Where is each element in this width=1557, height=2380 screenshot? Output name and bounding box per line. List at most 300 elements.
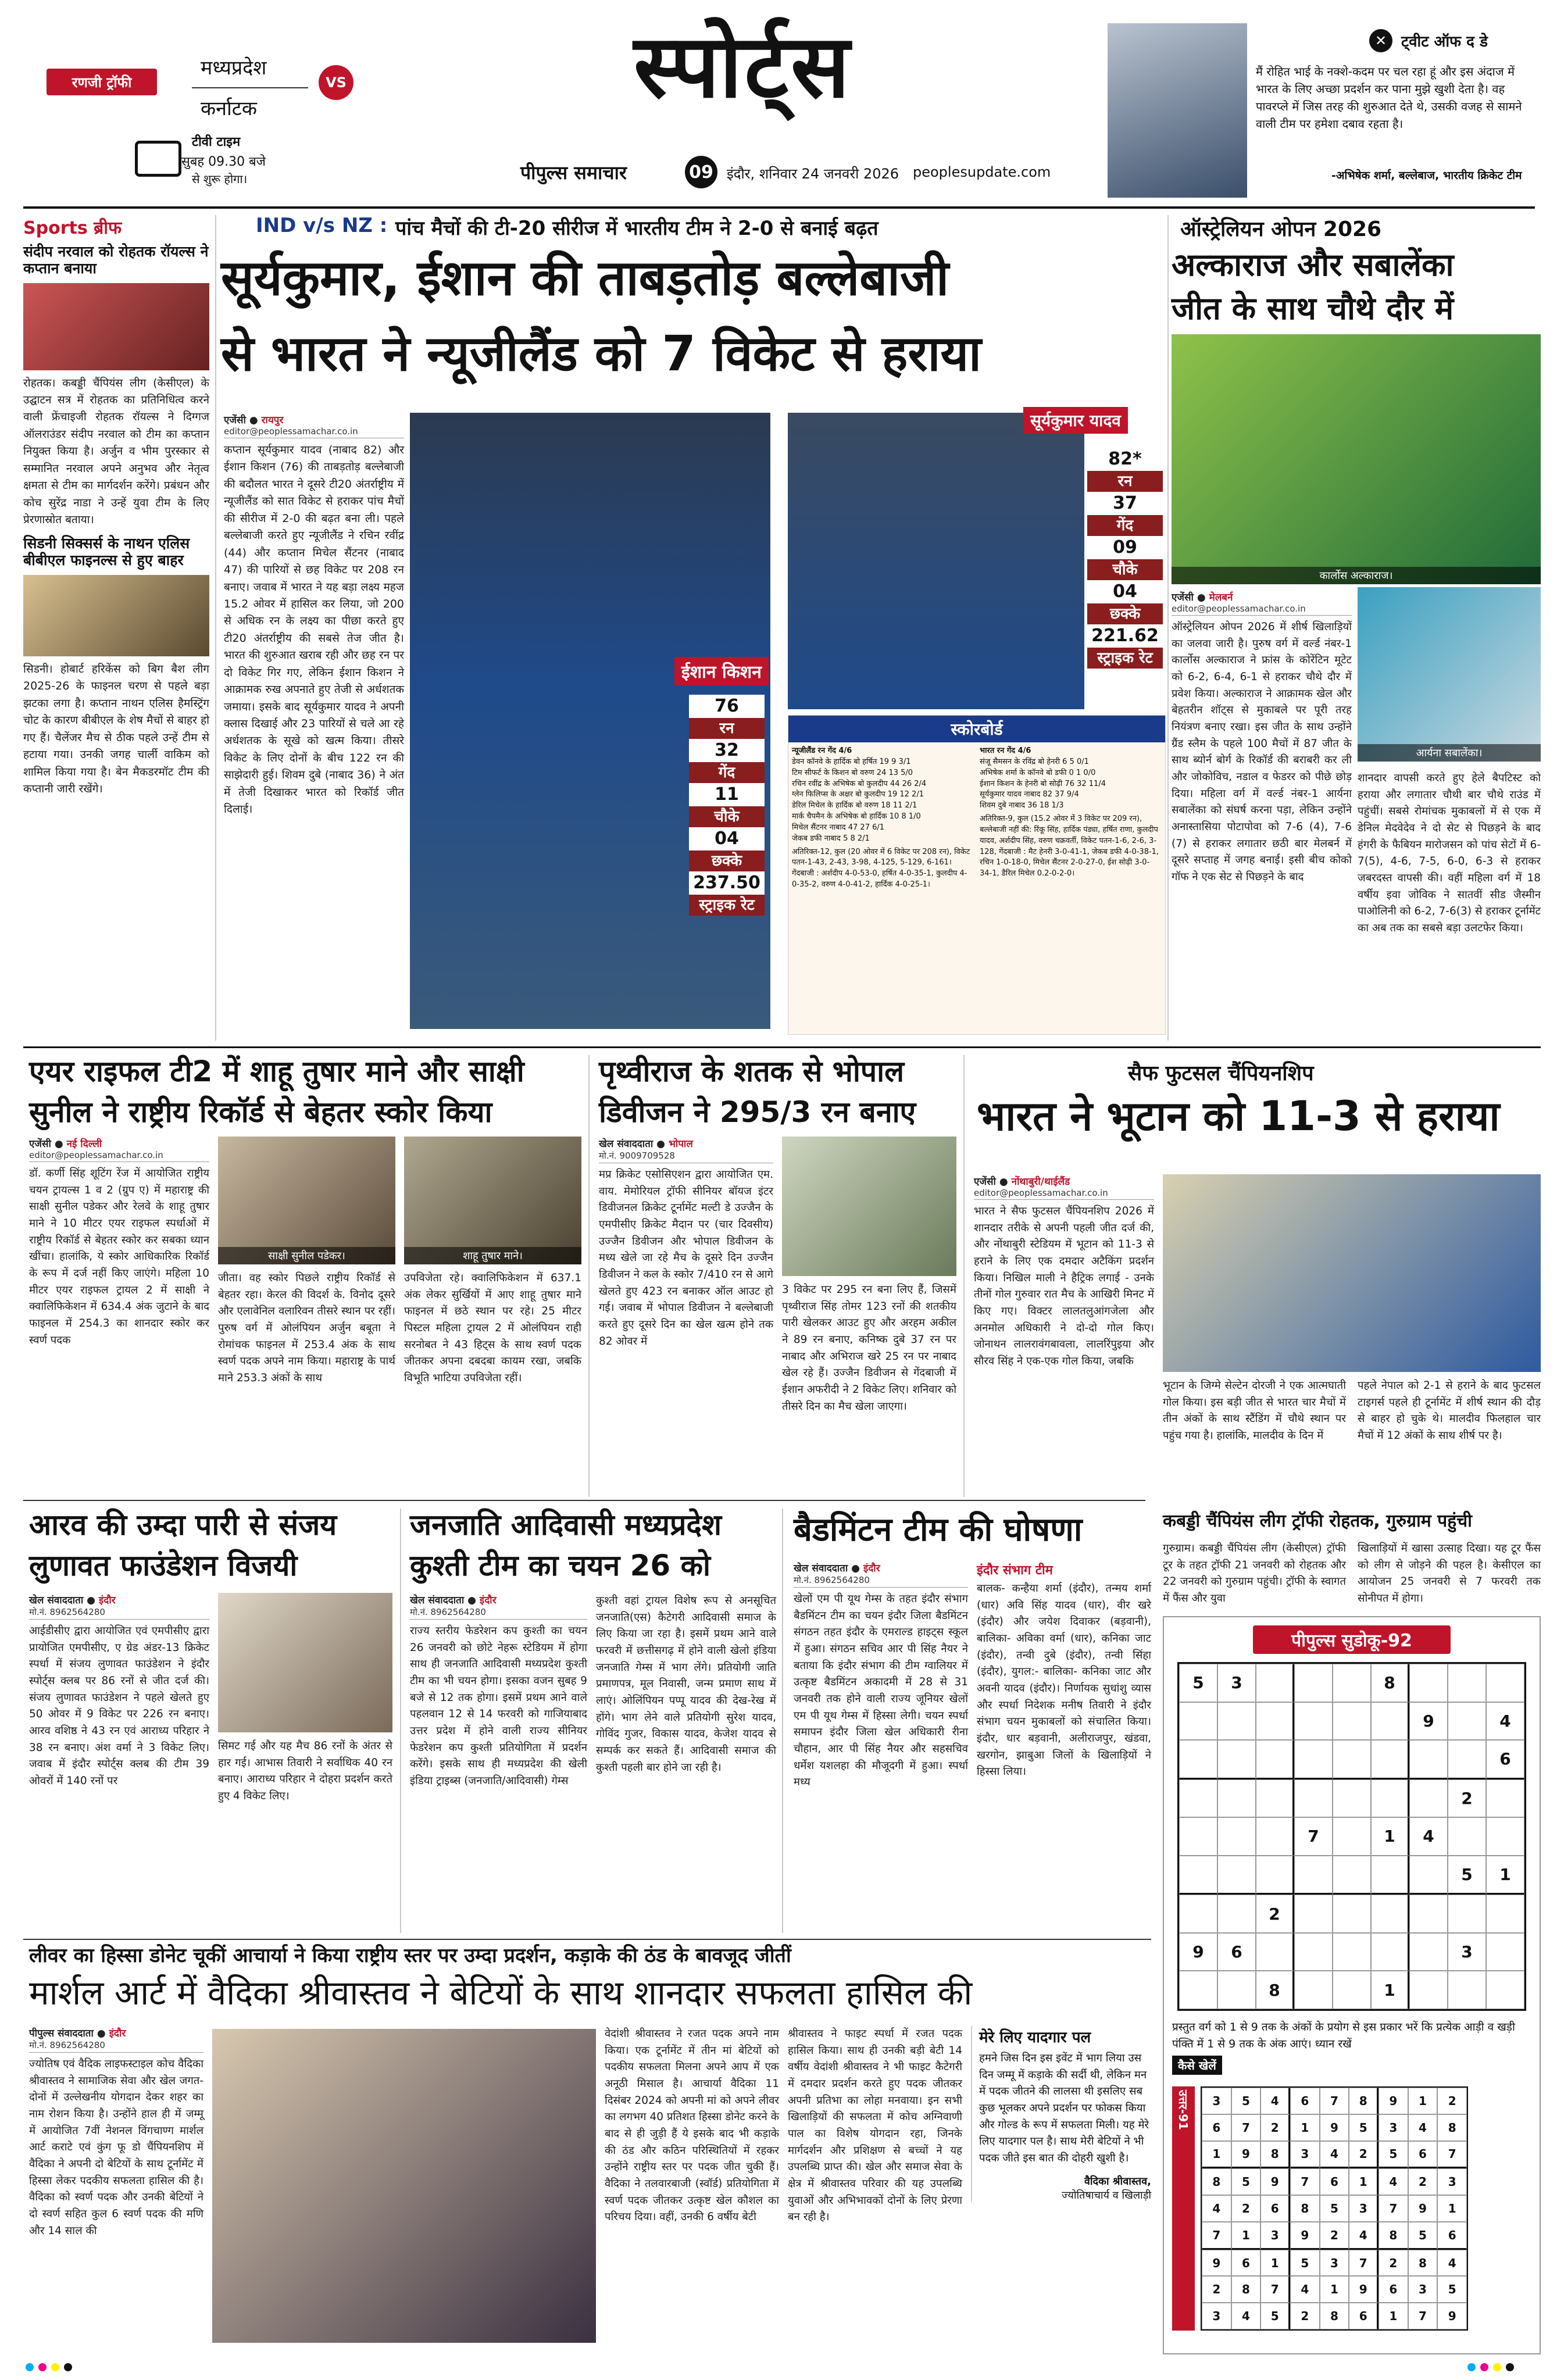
- sudoku-cell: 8: [1202, 2168, 1231, 2195]
- tv-icon: [135, 141, 181, 177]
- sudoku-cell[interactable]: [1409, 1779, 1448, 1818]
- sakshi-caption: साक्षी सुनील पडेकर।: [218, 1247, 395, 1264]
- section-rule-2: [23, 1500, 1145, 1501]
- paper-name: पीपुल्स समाचार: [520, 162, 627, 184]
- sudoku-cell[interactable]: 8: [1256, 1971, 1294, 2009]
- sudoku-cell[interactable]: [1409, 1971, 1448, 2009]
- sudoku-cell[interactable]: [1179, 1779, 1217, 1818]
- col-divider-5: [400, 1509, 401, 1933]
- lead-headline-1: सूर्यकुमार, ईशान की ताबड़तोड़ बल्लेबाजी: [221, 249, 949, 306]
- badminton-team-head: इंदौर संभाग टीम: [977, 1563, 1053, 1578]
- sudoku-cell[interactable]: [1256, 1664, 1294, 1702]
- martial-col-1: [29, 2026, 203, 2239]
- kabaddi-text-2: खिलाड़ियों में खासा उत्साह दिखा। यह टूर फैंस को लीग से जोड़ने की पहल है। केसीएल का आयोजन 25 जनवरी से 7 फरवरी तक सोनीपत में होगा।: [1358, 1542, 1541, 1605]
- sudoku-cell: 1: [1408, 2088, 1438, 2114]
- sudoku-cell: 7: [1379, 2195, 1408, 2222]
- prithviraj-photo: [782, 1137, 956, 1276]
- sudoku-cell[interactable]: [1333, 1817, 1371, 1856]
- sudoku-cell: 6: [1202, 2114, 1231, 2141]
- alcaraz-photo: [1172, 334, 1541, 584]
- janjati-headline-1: जनजाति आदिवासी मध्यप्रदेश: [410, 1508, 722, 1542]
- badminton-text-1: खेलों एम पी यूथ गेम्स के तहत इंदौर संभाग बैडमिंटन टीम का चयन इंदौर जिला बैडमिंटन संगठन तहत इंदौर के एमराल्ड हाइट्स स्कूल में हुआ। संगठन सचिव आर पी सिंह नैयर ने बताया कि इंदौर संभाग की टीम ग्वालियर में उत्कृष्ट बैडमिंटन अकादमी में 28 से 31 जनवरी तक होने वाली राज्य जूनियर खेलों एम पी यूथ गेम्स में हिस्सा लेगी। चयन स्पर्धा समापन इंदौर जिला खेल अधिकारी रीना चौहान, आर पी सिंह नैयर और सहसचिव धर्मेश यशलहा की मौजूदगी में हुआ। स्पर्धा मध्य: [794, 1593, 968, 1789]
- sudoku-cell: 9: [1320, 2114, 1349, 2141]
- sudoku-cell[interactable]: [1409, 1740, 1448, 1779]
- sudoku-cell: 9: [1408, 2195, 1438, 2222]
- martial-headline-1: लीवर का हिस्सा डोनेट चूकीं आचार्या ने किया राष्ट्रीय स्तर पर उम्दा प्रदर्शन, कड़ाके की ठंड के बावजूद जीतीं: [29, 1944, 791, 1967]
- sudoku-cell: 9: [1202, 2250, 1231, 2277]
- badminton-col-1: [794, 1561, 968, 1791]
- aus-email: editor@peoplessamachar.co.in: [1172, 603, 1352, 616]
- sudoku-cell: 8: [1379, 2222, 1408, 2250]
- kabaddi-headline: कबड्डी चैंपियंस लीग ट्रॉफी रोहतक, गुरुग्राम पहुंची: [1163, 1511, 1472, 1531]
- sudoku-cell[interactable]: 2: [1256, 1895, 1294, 1933]
- sudoku-cell: 6: [1290, 2088, 1320, 2114]
- ind-row: संजू सैमसन के रविंद्र बो हेनरी 6 5 0/1: [980, 757, 1089, 766]
- sudoku-cell: 3: [1379, 2114, 1408, 2141]
- sudoku-cell[interactable]: [1371, 1740, 1409, 1779]
- team-kar: कर्नाटक: [201, 97, 258, 120]
- sudoku-cell: 8: [1231, 2276, 1261, 2303]
- sudoku-cell: 9: [1231, 2141, 1261, 2169]
- sudoku-cell[interactable]: [1294, 1779, 1333, 1818]
- sudoku-cell: 6: [1349, 2303, 1379, 2329]
- sudoku-cell[interactable]: [1217, 1779, 1256, 1818]
- sudoku-cell: 1: [1202, 2141, 1231, 2169]
- aarav-photo: [218, 1593, 392, 1732]
- sudoku-cell[interactable]: 7: [1294, 1817, 1333, 1856]
- nz-row: डेवन कॉनवे के हार्दिक बो हर्षित 19 9 3/1: [792, 757, 911, 766]
- sudoku-cell: 1: [1290, 2114, 1320, 2141]
- header: [0, 0, 1557, 206]
- sudoku-answer-grid: [1201, 2086, 1468, 2331]
- lead-kicker: IND v/s NZ :: [256, 214, 388, 237]
- col-divider-4: [963, 1055, 965, 1497]
- shooting-text-1: डॉ. कर्णी सिंह शूटिंग रेंज में आयोजित राष्ट्रीय चयन ट्रायल्स 1 व 2 (ग्रुप ए) में महाराष्ट्र की साक्षी सुनील पडेकर और रेलवे के शाहू तुषार माने ने 10 मीटर एयर राइफल स्पर्धाओं में राष्ट्रीय रिकॉर्ड से बेहतर स्कोर कर सबका ध्यान खींचा। हालांकि, ये स्कोर आधिकारिक रिकॉर्ड के रूप में दर्ज नहीं किए जाएंगे। महिला 10 मीटर एयर राइफल ट्रायल 2 में साक्षी ने क्वालिफिकेशन में 634.4 अंक जुटाने के बाद फाइनल में 254.3 का शानदार स्कोर कर स्वर्ण पदक: [29, 1167, 209, 1346]
- sudoku-cell: 5: [1231, 2168, 1261, 2195]
- print-color-marks-right: [1465, 2363, 1516, 2374]
- martial-headline-2: मार्शल आर्ट में वैदिका श्रीवास्तव ने बेटियों के साथ शानदार सफलता हासिल की: [29, 1973, 973, 2013]
- lead-byline: एजेंसी ● रायपुर: [224, 414, 284, 426]
- col-divider-2: [1167, 215, 1169, 1041]
- sudoku-cell[interactable]: [1448, 1664, 1486, 1702]
- sudoku-cell: 9: [1379, 2088, 1408, 2114]
- sudoku-cell[interactable]: [1371, 1779, 1409, 1818]
- saff-text-3: पहले नेपाल को 2-1 से हराने के बाद फुटसल टाइगर्स पहले ही टूर्नामेंट में शीर्ष स्थान की दौड़ से बाहर हो चुके थे। मालदीव फिलहाल चार मैचों में 12 अंकों के साथ शीर्ष पर है।: [1358, 1380, 1541, 1442]
- sudoku-cell: 9: [1349, 2276, 1379, 2303]
- ind-row: शिवम दुबे नाबाद 36 18 1/3: [980, 801, 1064, 810]
- sudoku-cell[interactable]: [1256, 1740, 1294, 1779]
- sanjay-text-1: आईडीसीए द्वारा आयोजित एवं एमपीसीए द्वारा प्रायोजित एमपीसीए, ए ग्रेड अंडर-13 क्रिकेट स्पर्धा में संजय लुणावत फाउंडेशन ने इंदौर स्पोर्ट्स क्लब पर 86 रनों से जीत दर्ज की। संजय लुणावत फाउंडेशन ने पहले खेलते हुए 50 ओवर में 9 विकेट पर 226 रन बनाए। आरव वशिष्ठ ने 43 रन एवं आराध्य परिहार ने 38 रन बनाए। अंश वर्मा ने 3 विकेट लिए। जवाब में इंदौर स्पोर्ट्स क्लब की टीम 39 ओवरों में 140 रनों पर: [29, 1625, 209, 1788]
- sudoku-cell: 4: [1379, 2168, 1408, 2195]
- martial-quote-head: मेरे लिए यादगार पल: [979, 2029, 1091, 2046]
- badminton-col-2: [977, 1561, 1151, 1781]
- ind-total: अतिरिक्त-9, कुल (15.2 ओवर में 3 विकेट पर 209 रन), बल्लेबाजी नहीं की: रिंकू सिंह, हार्दिक पंड्या, हर्षित राणा, कुलदीप यादव, अर्शदीप सिंह, वरुण चक्रवर्ती, विकेट पतन-1-6, 2-6, 3-128, गेंदबाजी : मैट हेनरी 3-0-41-1, जेकब डफी 4-0-38-1, रचिन 1-0-18-0, मिचेल सैंटनर 2-0-27-0, ईश सोढ़ी 3-0-34-1, डैरिल मिचेल 0.2-0-2-0।: [980, 814, 1159, 878]
- sudoku-cell[interactable]: [1409, 1933, 1448, 1971]
- bhopal-headline-1: पृथ्वीराज के शतक से भोपाल: [599, 1055, 905, 1088]
- sudoku-cell[interactable]: 5: [1448, 1856, 1486, 1895]
- sudoku-cell: 6: [1408, 2141, 1438, 2169]
- brief-label: Sports ब्रीफ: [23, 218, 122, 238]
- sudoku-cell[interactable]: 4: [1409, 1817, 1448, 1856]
- aus-headline-1: अल्काराज और सबालेंका: [1172, 246, 1454, 283]
- sudoku-cell[interactable]: [1256, 1702, 1294, 1741]
- sudoku-cell: 6: [1231, 2250, 1261, 2277]
- janjati-text-2: कुश्ती वहां ट्रायल विशेष रूप से अनसूचित जनजाति(एस) कैटेगरी आदिवासी समाज के लिए किया जा रहा है। इसमें प्रथम आने वाले फरवरी में छत्तीसगढ़ में होने वाली खेलो इंडिया जनजाति गेम्स में भाग लेंगे। प्रतियोगी जाति प्रमाणपत्र, मूल निवासी, जन्म प्रमाण साथ में लाएं। ओलिंपियन पप्पू यादव की देख-रेख में होंगे। भाग लेने वाले प्रतियोगी सुरेश यादव, गोविंद गुजर, विकास यादव, केजेश यादव से सम्पर्क कर सकते हैं। आदिवासी समाज की कुश्ती पहली बार होने जा रही है।: [596, 1595, 776, 1774]
- sudoku-cell[interactable]: [1486, 1895, 1524, 1933]
- sudoku-cell: 5: [1231, 2088, 1261, 2114]
- sudoku-cell[interactable]: [1371, 1895, 1409, 1933]
- sudoku-cell[interactable]: [1486, 1664, 1524, 1702]
- lead-kicker-2: पांच मैचों की टी-20 सीरीज में भारतीय टीम ने 2-0 से बनाई बढ़त: [395, 217, 879, 240]
- kabaddi-text-1: गुरुग्राम। कबड्डी चैंपियंस लीग (केसीएल) ट्रॉफी टूर के तहत ट्रॉफी 21 जनवरी को रोहतक और 22 जनवरी को गुरुग्राम पहुंची। ट्रॉफी के स्वागत में फैंस और युवा: [1163, 1542, 1346, 1605]
- sudoku-cell: 5: [1437, 2276, 1467, 2303]
- sudoku-cell[interactable]: [1294, 1933, 1333, 1971]
- aus-kicker: ऑस्ट्रेलियन ओपन 2026: [1180, 217, 1382, 241]
- sudoku-cell[interactable]: [1256, 1817, 1294, 1856]
- divider: [192, 87, 308, 88]
- ranji-tag: रणजी ट्रॉफी: [47, 69, 157, 95]
- sudoku-cell[interactable]: [1294, 1856, 1333, 1895]
- aus-byline: एजेंसी ● मेलबर्न: [1172, 592, 1233, 603]
- sudoku-cell: 5: [1408, 2222, 1438, 2250]
- sudoku-cell[interactable]: [1179, 1817, 1217, 1856]
- futsal-photo: [1163, 1174, 1541, 1372]
- tweet-label: ट्वीट ऑफ द डे: [1401, 33, 1488, 51]
- sudoku-cell[interactable]: [1256, 1779, 1294, 1818]
- martial-quote-author-2: ज्योतिषाचार्य व खिलाड़ी: [1062, 2189, 1151, 2202]
- sudoku-cell: 4: [1320, 2141, 1349, 2169]
- sudoku-cell: 9: [1260, 2168, 1290, 2195]
- sudoku-cell: 6: [1437, 2222, 1467, 2250]
- sudoku-cell[interactable]: [1486, 1779, 1524, 1818]
- surya-name: सूर्यकुमार यादव: [1023, 407, 1128, 434]
- sudoku-box: [1163, 1616, 1541, 2354]
- sudoku-cell: 5: [1290, 2250, 1320, 2277]
- tweet-photo: [1108, 23, 1247, 198]
- sanjay-headline-2: लुणावत फाउंडेशन विजयी: [29, 1549, 298, 1582]
- sudoku-cell: 9: [1437, 2303, 1467, 2329]
- saff-text-1: भारत ने सैफ फुटसल चैंपियनशिप 2026 में शानदार तरीके से अपनी पहली जीत दर्ज की, और नोंथाबुरी स्टेडियम में भूटान को 11-3 से हराने के लिए एक दमदार अटैकिंग प्रदर्शन किया। निखिल माली ने हैट्रिक लगाई - उनके तीनों गोल गुरुवार रात मैच के आखिरी मिनट में किए गए। विक्टर लालतलुआंगजेला और अनमोल अधिकारी ने दो-दो गोल किए। जोनाथन लालरावंगबावला, लालरिंपुइया और सौरव सिंह ने एक-एक गोल किया, जबकि: [974, 1205, 1154, 1368]
- sudoku-cell[interactable]: [1294, 1740, 1333, 1779]
- aus-headline-2: जीत के साथ चौथे दौर में: [1172, 290, 1454, 327]
- print-color-marks: [23, 2363, 74, 2374]
- sudoku-cell[interactable]: [1448, 1895, 1486, 1933]
- sudoku-cell: 4: [1290, 2276, 1320, 2303]
- martial-byline: पीपुल्स संवाददाता ● इंदौर: [29, 2028, 126, 2039]
- sanjay-byline: खेल संवाददाता ● इंदौर: [29, 1595, 116, 1606]
- ind-row: ईशान किशन के हेनरी बो सोढ़ी 76 32 11/4: [980, 779, 1106, 788]
- sudoku-cell[interactable]: [1409, 1895, 1448, 1933]
- sudoku-cell: 4: [1349, 2222, 1379, 2250]
- shooting-headline-1: एयर राइफल टी2 में शाहू तुषार माने और साक्षी: [29, 1055, 524, 1088]
- header-rule: [23, 206, 1535, 209]
- masthead-title: स्पोर्ट्स: [634, 16, 852, 117]
- sudoku-cell[interactable]: [1294, 1664, 1333, 1702]
- shooting-text-2: जीता। वह स्कोर पिछले राष्ट्रीय रिकॉर्ड से बेहतर रहा। केरल की विदर्श के. विनोद दूसरे और एलावेनिल वलारिवन तीसरे स्थान पर रहीं। पुरुष वर्ग में ओलंपियन अर्जुन बबूता ने रोमांचक फाइनल में 253.4 अंक के साथ स्वर्ण पदक अपने नाम किया। महाराष्ट्र के पार्थ माने 253.3 अंकों के साथ: [218, 1272, 395, 1385]
- saff-email: editor@peoplessamachar.co.in: [974, 1188, 1154, 1200]
- sudoku-cell[interactable]: 1: [1486, 1856, 1524, 1895]
- vs-badge: VS: [319, 65, 353, 100]
- brief-text-1: रोहतक। कबड्डी चैंपियंस लीग (केसीएल) के उद्घाटन सत्र में रोहतक का प्रतिनिधित्व करने वाली फ्रेंचाइजी रोहतक रॉयल्स ने दिग्गज ऑलराउंडर संदीप नरवाल को टीम का कप्तान नियुक्त किया है। अर्जुन व भीम पुरस्कार से सम्मानित नरवाल अपने अनुभव और नेतृत्व क्षमता से टीम का मार्गदर्शन करेंगे। प्रबंधन और कोच सुरेंद्र नाडा ने उन्हें युवा टीम के लिए प्रेरणास्रोत बताया।: [23, 376, 209, 526]
- sudoku-cell[interactable]: 3: [1217, 1664, 1256, 1702]
- ishan-name: ईशान किशन: [674, 657, 769, 685]
- sudoku-cell: 7: [1320, 2088, 1349, 2114]
- badminton-text-2: बालक- कन्हैया शर्मा (इंदौर), तन्मय शर्मा (धार) अवि सिंह यादव (धार), वीर खरे (इंदौर) और जयेश दिवाकर (बड़वानी), बालिका- अविका वर्मा (धार), कनिका जाट (इंदौर), तन्वी दुबे (इंदौर), तन्वी सिंहा (इंदौर), युगल:- बालिका- कनिका जाट और अवनी यादव (इंदौर)। निर्णायक सुधांशु व्यास और स्पर्धा निदेशक मनीष तिवारी ने इंदौर संभाग चयन मुकाबलों को संचालित किया। इंदौर, धार बड़वानी, अलीराजपुर, खंडवा, खरगोन, झाबुआ जिलों के खिलाड़ियों ने हिस्सा लिया।: [977, 1582, 1151, 1778]
- sudoku-cell: 4: [1437, 2250, 1467, 2277]
- martial-text-2: वेदांशी श्रीवास्तव ने रजत पदक अपने नाम किया। एक टूर्नामेंट में तीन मां बेटियों को पदकीय सफलता मिलना अपने आप में एक अनूठी मिसाल है। आचार्या वैदिका 11 दिसंबर 2024 को अपनी मां को अपने लीवर का लगभग 40 प्रतिशत हिस्सा डोनेट करने के बाद से ही जुड़ी हैं ये इसके बाद भी कड़ाके की ठंड और कठिन परिस्थितियों में रहकर उन्होंने राष्ट्रीय स्तर पर पदक जीत चुकी हैं। वैदिका ने तलवारबाजी (स्वॉर्ड) प्रतियोगिता में स्वर्ण पदक जीतकर उत्कृष्ट खेल कौशल का परिचय दिया। वहीं, उनकी 6 वर्षीय बेटी: [605, 2028, 779, 2224]
- sudoku-cell: 8: [1349, 2088, 1379, 2114]
- sudoku-cell[interactable]: [1486, 1817, 1524, 1856]
- sudoku-cell: 7: [1290, 2168, 1320, 2195]
- bhopal-mob: मो.नं. 9009709528: [599, 1150, 773, 1163]
- badminton-mob: मो.नं. 8962564280: [794, 1574, 968, 1588]
- sudoku-cell: 1: [1320, 2276, 1349, 2303]
- brief-column: [23, 215, 209, 1041]
- bhopal-text-2: 3 विकेट पर 295 रन बना लिए हैं, जिसमें पृथ्वीराज सिंह तोमर 123 रनों की शतकीय पारी खेलकर आउट हुए और अरहम अकील ने 89 रन बनाए, कनिष्क दुबे 37 रन पर नाबाद और अभिराज खरे 25 रन पर नाबाद खेल रहे हैं। उज्जैन डिवीजन से गेंदबाजी में ईशान अफरीदी ने 2 विकेट लिए। शनिवार को तीसरे दिन का मैच खेला जाएगा।: [782, 1284, 956, 1413]
- site-link[interactable]: peoplesupdate.com: [913, 164, 1051, 180]
- team-mp: मध्यप्रदेश: [201, 56, 267, 80]
- sudoku-cell[interactable]: [1294, 1971, 1333, 2009]
- sudoku-cell[interactable]: [1486, 1971, 1524, 2009]
- sudoku-cell[interactable]: [1217, 1895, 1256, 1933]
- lead-headline-2: से भारत ने न्यूजीलैंड को 7 विकेट से हराया: [221, 325, 981, 382]
- scorecard: [788, 715, 1166, 1035]
- section-rule-3: [23, 1939, 1151, 1940]
- sudoku-title: पीपुल्स सुडोकू-92: [1253, 1625, 1451, 1654]
- sudoku-cell: 2: [1349, 2141, 1379, 2169]
- sudoku-cell: 8: [1320, 2303, 1349, 2329]
- sudoku-cell[interactable]: 6: [1486, 1740, 1524, 1779]
- saff-byline: एजेंसी ● नोंथाबुरी/थाईलैंड: [974, 1176, 1070, 1188]
- shooting-byline: एजेंसी ● नई दिल्ली: [29, 1138, 102, 1150]
- sudoku-cell[interactable]: [1333, 1856, 1371, 1895]
- sudoku-cell: 3: [1408, 2276, 1438, 2303]
- sudoku-cell[interactable]: 3: [1448, 1933, 1486, 1971]
- sudoku-cell[interactable]: [1256, 1933, 1294, 1971]
- sudoku-cell[interactable]: 4: [1486, 1702, 1524, 1741]
- sudoku-cell[interactable]: [1256, 1856, 1294, 1895]
- brief-headline-1: संदीप नरवाल को रोहतक रॉयल्स ने कप्तान बनाया: [23, 243, 209, 277]
- sudoku-cell: 3: [1202, 2303, 1231, 2329]
- sudoku-cell[interactable]: 9: [1409, 1702, 1448, 1741]
- shooting-text-3: उपविजेता रहे। क्वालिफिकेशन में 637.1 अंक लेकर सुर्खियों में आए शाहू तुषार माने फाइनल में छठे स्थान पर रहे। 25 मीटर पिस्टल महिला ट्रायल 2 में ओलंपियन राही सरनोबत ने 43 हिट्स के साथ स्वर्ण पदक जीतकर अपना दबदबा कायम रखा, जबकि विभूति भाटिया उपविजेता रहीं।: [404, 1272, 581, 1385]
- ind-head: भारत रन गेंद 4/6: [980, 746, 1031, 755]
- janjati-text-1: राज्य स्तरीय फेडरेशन कप कुश्ती का चयन 26 जनवरी को छोटे नेहरू स्टेडियम में होगा साथ ही जनजाति आदिवासी मध्यप्रदेश कुश्ती टीम का भी चयन होगा। इसका वजन सुबह 9 बजे से 12 तक होगा। इसमें प्रथम आने वाले पहलवान 12 से 14 फरवरी को गाजियाबाद उत्तर प्रदेश में होने वाली राज्य सीनियर फेडरेशन कप कुश्ती प्रतियोगिता में प्रदर्शन करेंगे। इसके साथ ही मध्यप्रदेश की खेली इंडिया ट्राइब्स (जनजाति/आदिवासी) गेम्स: [410, 1625, 587, 1788]
- sudoku-cell[interactable]: 6: [1217, 1933, 1256, 1971]
- sanjay-text-2: सिमट गई और यह मैच 86 रनों के अंतर से हार गई। आभास तिवारी ने सर्वाधिक 40 रन बनाए। आराध्य परिहार ने दोहरा प्रदर्शन करते हुए 4 विकेट लिए।: [218, 1740, 392, 1803]
- sudoku-cell[interactable]: [1179, 1971, 1217, 2009]
- sudoku-cell: 5: [1320, 2195, 1349, 2222]
- sudoku-cell[interactable]: [1371, 1856, 1409, 1895]
- sudoku-cell[interactable]: [1294, 1702, 1333, 1741]
- nz-row: मार्क चैपमैन के अभिषेक बो हार्दिक 10 8 1/0: [792, 812, 921, 821]
- sudoku-cell[interactable]: [1217, 1740, 1256, 1779]
- aus-text-2: शानदार वापसी करते हुए हेले बैपटिस्ट को हराया और लगातार चौथी बार चौथे राउंड में पहुंचीं। सबसे रोमांचक मुकाबलों में से एक में डेनिल मेदवेदेव ने दो सेट से पिछड़ने के बाद हंगरी के फैबियन मारोजसन को पांच सेटों में 6-7(5), 4-6, 7-5, 6-0, 6-3 से हराकर जबरदस्त वापसी की। वहीं महिला वर्ग में 18 वर्षीय इवा जोविक ने सातवीं सीड जैस्मीन पाओलिनी को 6-2, 7-6(3) से हराकर टूर्नामेंट का अब तक का सबसे बड़ा उलटफेर किया।: [1358, 772, 1541, 935]
- sudoku-cell: 8: [1260, 2141, 1290, 2169]
- sudoku-cell: 7: [1202, 2222, 1231, 2250]
- martial-quote: हमने जिस दिन इस इवेंट में भाग लिया उस दिन जम्मू में कड़ाके की सर्दी थी, लेकिन मन में पदक जीतने की लालसा थी इसलिए सब कुछ भूलकर अपने प्रदर्शन पर फोकस किया और गोल्ड के रूप में सफलता मिली। यह मेरे लिए यादगार पल है। साथ मेरी बेटियों ने भी पदक जीते इस बात की दोहरी खुशी है।: [979, 2052, 1149, 2165]
- sudoku-cell: 2: [1437, 2088, 1467, 2114]
- sudoku-cell[interactable]: 1: [1371, 1971, 1409, 2009]
- lead-text: कप्तान सूर्यकुमार यादव (नाबाद 82) और ईशान किशन (76) की ताबड़तोड़ बल्लेबाजी की बदौलत भारत ने दूसरे टी20 अंतर्राष्ट्रीय में न्यूजीलैंड को सात विकेट से हराकर पांच मैचों की सीरीज में 2-0 की बढ़त बना ली। पहले बल्लेबाजी करते हुए न्यूजीलैंड ने रचिन रवींद्र (44) और कप्तान मिचेल सैंटनर (नाबाद 47) की पारियों से छह विकेट पर 208 रन बनाए। जवाब में भारत ने यह बड़ा लक्ष्य महज 15.2 ओवर में हासिल कर लिया, जो 200 से अधिक रन के लक्ष्य का पीछा करते हुए टी20 अंतर्राष्ट्रीय की सबसे तेज जीत है। भारत की शुरुआत खराब रही और छह रन पर दो विकेट गिर गए, लेकिन ईशान किशन ने आक्रामक रुख अपनाते हुए तेजी से अर्धशतक जमाया। इसके बाद सूर्यकुमार यादव ने अपनी क्लास दिखाई और 23 पारियों से चले आ रहे अर्धशतक के सूखे को खत्म किया। तीसरे विकेट के लिए दोनों के बीच 122 रन की साझेदारी हुई। शिवम दुबे (नाबाद 36) ने अंत में तेजी दिखाकर भारत को रिकॉर्ड जीत दिलाई।: [224, 444, 404, 816]
- sudoku-cell: 3: [1437, 2168, 1467, 2195]
- bhopal-text-1: मप्र क्रिकेट एसोसिएशन द्वारा आयोजित एम. वाय. मेमोरियल ट्रॉफी सीनियर बॉयज इंटर डिवीजनल क्रिकेट टूर्नामेंट मल्टी डे उज्जैन के एमपीसीए क्रिकेट मैदान पर (चार दिवसीय) उज्जैन डिवीजन और भोपाल डिवीजन के मध्य खेले जा रहे मैच के दूसरे दिन उज्जैन डिवीजन ने कल के स्कोर 7/410 रन से आगे खेलते हुए 423 रन बनाकर ऑल आउट हो गई। जवाब में भोपाल डिवीजन ने बल्लेबाजी करते हुए दूसरे दिन का खेल खत्म होने तक 82 ओवर में: [599, 1168, 773, 1348]
- saff-text-2: भूटान के जिग्मे सेल्टेन दोरजी ने एक आत्मघाती गोल किया। इस बड़ी जीत से भारत चार मैचों में तीन अंकों के साथ स्टैंडिंग में चौथे स्थान पर पहुंच गया है। हालांकि, मालदीव के दिन में: [1163, 1380, 1346, 1442]
- sudoku-cell[interactable]: 5: [1179, 1664, 1217, 1702]
- nz-row: रचिन रवींद्र के अभिषेक बो कुलदीप 44 26 2/4: [792, 779, 927, 788]
- sudoku-cell[interactable]: 1: [1371, 1817, 1409, 1856]
- sudoku-cell[interactable]: [1179, 1856, 1217, 1895]
- x-icon: ✕: [1369, 29, 1392, 52]
- sudoku-answer-label: उत्तर-91: [1172, 2086, 1195, 2331]
- ind-row: अभिषेक शर्मा के कॉनवे बो डफी 0 1 0/0: [980, 768, 1096, 777]
- sudoku-cell: 8: [1408, 2250, 1438, 2277]
- sudoku-grid[interactable]: [1177, 1662, 1526, 2011]
- sudoku-cell: 5: [1260, 2303, 1290, 2329]
- sudoku-cell[interactable]: [1333, 1779, 1371, 1818]
- sudoku-cell: 2: [1379, 2250, 1408, 2277]
- tv-time: सुबह 09.30 बजे: [181, 155, 266, 169]
- sudoku-cell[interactable]: 9: [1179, 1933, 1217, 1971]
- sudoku-cell[interactable]: [1217, 1856, 1256, 1895]
- sudoku-cell[interactable]: [1409, 1664, 1448, 1702]
- nz-row: डेरिल मिचेल के हार्दिक बो वरुण 18 11 2/1: [792, 801, 917, 810]
- janjati-col-1: [410, 1593, 587, 1790]
- section-rule: [23, 1046, 1541, 1048]
- martial-mob: मो.नं. 8962564280: [29, 2039, 203, 2053]
- sudoku-cell[interactable]: [1448, 1971, 1486, 2009]
- sudoku-cell[interactable]: [1294, 1895, 1333, 1933]
- sudoku-cell[interactable]: [1217, 1702, 1256, 1741]
- aus-text-1: ऑस्ट्रेलियन ओपन 2026 में शीर्ष खिलाड़ियों का जलवा जारी है। पुरुष वर्ग में वर्ल्ड नंबर-1 कार्लोस अल्काराज ने फ्रांस के कोरेंटिन मूटेट को 6-2, 6-4, 6-1 से हराकर चौथे दौर में प्रवेश किया। अल्काराज ने आक्रामक खेल और बेहतरीन शॉट्स से मुकाबले पर पूरी तरह नियंत्रण बनाए रखा। इस जीत के साथ उन्होंने ग्रैंड स्लैम के पहले 100 मैचों में 87 जीत के साथ ब्योर्न बोर्ग के रिकॉर्ड की बराबरी कर ली और जोकोविच, नडाल व फेडरर को पीछे छोड़ दिया। महिला वर्ग में वर्ल्ड नंबर-1 आर्यना सबालेंका को संघर्ष करना पड़ा, लेकिन उन्होंने अनास्तासिया पोटापोवा को 7-6 (4), 7-6 (7) से हराकर लगातार छठी बार मेलबर्न में दूसरे सप्ताह में जगह बनाई। इसी बीच कोको गॉफ ने एक सेट से पिछड़ने के बाद: [1172, 621, 1352, 884]
- martial-text-3: श्रीवास्तव ने फाइट स्पर्धा में रजत पदक हासिल किया। साथ ही उनकी बड़ी बेटी 14 वर्षीय वेदांशी श्रीवास्तव ने भी फाइट कैटेगरी में दमदार प्रदर्शन करते हुए पदक जीतकर अपनी प्रतिभा का लोहा मनवाया। इन सभी खिलाड़ियों की सफलता में कोच अग्निवाणी पाल का विशेष योगदान रहा, जिनके मार्गदर्शन और प्रशिक्षण से बच्चों ने यह उपलब्धि प्राप्त की। खेल और समाज सेवा के क्षेत्र में श्रीवास्तव परिवार की यह उपलब्धि युवाओं और अभिभावकों दोनों के लिए प्रेरणा बन रही है।: [788, 2028, 962, 2224]
- nz-row: मिचेल सैंटनर नाबाद 47 27 6/1: [792, 823, 885, 832]
- sudoku-cell: 5: [1349, 2114, 1379, 2141]
- sudoku-cell: 3: [1290, 2141, 1320, 2169]
- badminton-headline: बैडमिंटन टीम की घोषणा: [794, 1511, 1083, 1549]
- sudoku-cell: 2: [1260, 2114, 1290, 2141]
- shooting-email: editor@peoplessamachar.co.in: [29, 1150, 209, 1162]
- sudoku-cell[interactable]: [1179, 1740, 1217, 1779]
- sudoku-cell: 6: [1379, 2276, 1408, 2303]
- nz-row: ग्लेन फिलिप्स के अक्षर बो कुलदीप 19 12 2/1: [792, 790, 924, 799]
- saff-headline: भारत ने भूटान को 11-3 से हराया: [977, 1092, 1500, 1140]
- sudoku-cell: 4: [1202, 2195, 1231, 2222]
- sudoku-cell: 2: [1202, 2276, 1231, 2303]
- sudoku-cell[interactable]: [1371, 1933, 1409, 1971]
- sudoku-cell[interactable]: [1333, 1702, 1371, 1741]
- janjati-headline-2: कुश्ती टीम का चयन 26 को: [410, 1549, 710, 1582]
- shooting-col-1: [29, 1137, 209, 1349]
- dateline: इंदौर, शनिवार 24 जनवरी 2026: [727, 166, 899, 182]
- sudoku-cell: 2: [1231, 2195, 1261, 2222]
- sudoku-cell[interactable]: [1333, 1933, 1371, 1971]
- sudoku-cell: 2: [1290, 2303, 1320, 2329]
- sudoku-cell: 6: [1320, 2168, 1349, 2195]
- saff-col-1: [974, 1174, 1154, 1370]
- sanjay-col-1: [29, 1593, 209, 1790]
- sudoku-cell[interactable]: [1486, 1933, 1524, 1971]
- sudoku-cell: 9: [1290, 2222, 1320, 2250]
- brief-headline-2: सिडनी सिक्सर्स के नाथन एलिस बीबीएल फाइनल्स से हुए बाहर: [23, 535, 190, 569]
- sudoku-cell: 2: [1408, 2168, 1438, 2195]
- sudoku-cell: 1: [1437, 2195, 1467, 2222]
- vaidika-photo: [212, 2029, 596, 2343]
- sudoku-cell: 5: [1379, 2141, 1408, 2169]
- lead-email: editor@peoplessamachar.co.in: [224, 426, 404, 438]
- sudoku-cell[interactable]: [1409, 1856, 1448, 1895]
- sudoku-cell[interactable]: [1371, 1702, 1409, 1741]
- sudoku-cell: 7: [1260, 2276, 1290, 2303]
- sabalenka-photo: [1358, 587, 1541, 762]
- sudoku-cell[interactable]: 8: [1371, 1664, 1409, 1702]
- ishan-stats: 76 रन 32 गेंद 11 चौके 04 छक्के 237.50 स्ट्राइक रेट: [689, 695, 765, 916]
- sudoku-cell: 7: [1231, 2114, 1261, 2141]
- sudoku-how: कैसे खेलें: [1172, 2056, 1222, 2075]
- sudoku-cell[interactable]: 2: [1448, 1779, 1486, 1818]
- col-divider-6: [782, 1509, 783, 1933]
- sudoku-cell: 6: [1260, 2195, 1290, 2222]
- sudoku-cell: 4: [1231, 2303, 1261, 2329]
- brief-photo-1: [23, 283, 209, 370]
- tv-label: टीवी टाइम: [192, 135, 241, 149]
- lead-body-column: [224, 413, 404, 819]
- sudoku-cell: 8: [1290, 2195, 1320, 2222]
- ind-row: सूर्यकुमार यादव नाबाद 82 37 9/4: [980, 790, 1079, 799]
- sudoku-cell[interactable]: [1333, 1895, 1371, 1933]
- col-divider-1: [215, 215, 216, 1041]
- scorecard-title: स्कोरबोर्ड: [788, 716, 1165, 742]
- sudoku-cell[interactable]: [1448, 1702, 1486, 1741]
- sudoku-cell[interactable]: [1217, 1817, 1256, 1856]
- sudoku-cell[interactable]: [1179, 1895, 1217, 1933]
- brief-text-2: सिडनी। होबार्ट हरिकेंस को बिग बैश लीग 2025-26 के फाइनल चरण से पहले बड़ा झटका लगा है। कप्तान नाथन एलिस हैमस्ट्रिंग चोट के कारण बीबीएल के शेष मैचों से बाहर हो गए हैं। चैलेंजर मैच से ठीक पहले उन्हें टीम से हटाया गया। उनकी जगह चार्ली वाकिम को शामिल किया गया है। बेन मैकडरमॉट टीम की कप्तानी जारी रखेंगे।: [23, 662, 209, 795]
- bhopal-headline-2: डिवीजन ने 295/3 रन बनाए: [599, 1095, 916, 1129]
- sudoku-cell: 1: [1231, 2222, 1261, 2250]
- martial-quote-author: वैदिका श्रीवास्तव,: [1084, 2175, 1151, 2188]
- sudoku-cell: 2: [1320, 2222, 1349, 2250]
- janjati-mob: मो.नं. 8962564280: [410, 1606, 587, 1620]
- sudoku-rule: प्रस्तुत वर्ग को 1 से 9 तक के अंकों के प्रयोग से इस प्रकार भरें कि प्रत्येक आड़ी व खड़ी पंक्ति में 1 से 9 तक के अंक आएं। ध्यान रखें: [1172, 2021, 1515, 2050]
- badminton-byline: खेल संवाददाता ● इंदौर: [794, 1563, 880, 1574]
- nz-head: न्यूजीलैंड रन गेंद 4/6: [792, 746, 852, 755]
- sudoku-cell[interactable]: [1179, 1702, 1217, 1741]
- brief-photo-2: [23, 575, 209, 656]
- nz-row: जेकब डफी नाबाद 5 8 2/1: [792, 834, 870, 843]
- sudoku-cell: 7: [1349, 2250, 1379, 2277]
- shahu-photo: [404, 1137, 581, 1264]
- sudoku-cell[interactable]: [1448, 1817, 1486, 1856]
- tv-note: से शुरू होगा।: [192, 172, 248, 186]
- sudoku-cell: 1: [1379, 2303, 1408, 2329]
- sudoku-cell: 7: [1408, 2303, 1438, 2329]
- sudoku-cell[interactable]: [1448, 1740, 1486, 1779]
- sudoku-cell: 3: [1202, 2088, 1231, 2114]
- sudoku-cell: 4: [1408, 2114, 1438, 2141]
- sudoku-cell[interactable]: [1333, 1740, 1371, 1779]
- sudoku-cell: 8: [1437, 2114, 1467, 2141]
- sudoku-cell[interactable]: [1333, 1664, 1371, 1702]
- aus-body: [1172, 590, 1352, 886]
- sudoku-cell[interactable]: [1217, 1971, 1256, 2009]
- sabalenka-caption: आर्यना सबालेंका।: [1358, 744, 1541, 762]
- sudoku-cell[interactable]: [1333, 1971, 1371, 2009]
- sudoku-cell: 3: [1260, 2222, 1290, 2250]
- sudoku-cell: 3: [1320, 2250, 1349, 2277]
- martial-quote-box: [971, 2026, 1151, 2202]
- sanjay-headline-1: आरव की उम्दा पारी से संजय: [29, 1508, 337, 1542]
- saff-kicker: सैफ फुटसल चैंपियनशिप: [1128, 1062, 1314, 1085]
